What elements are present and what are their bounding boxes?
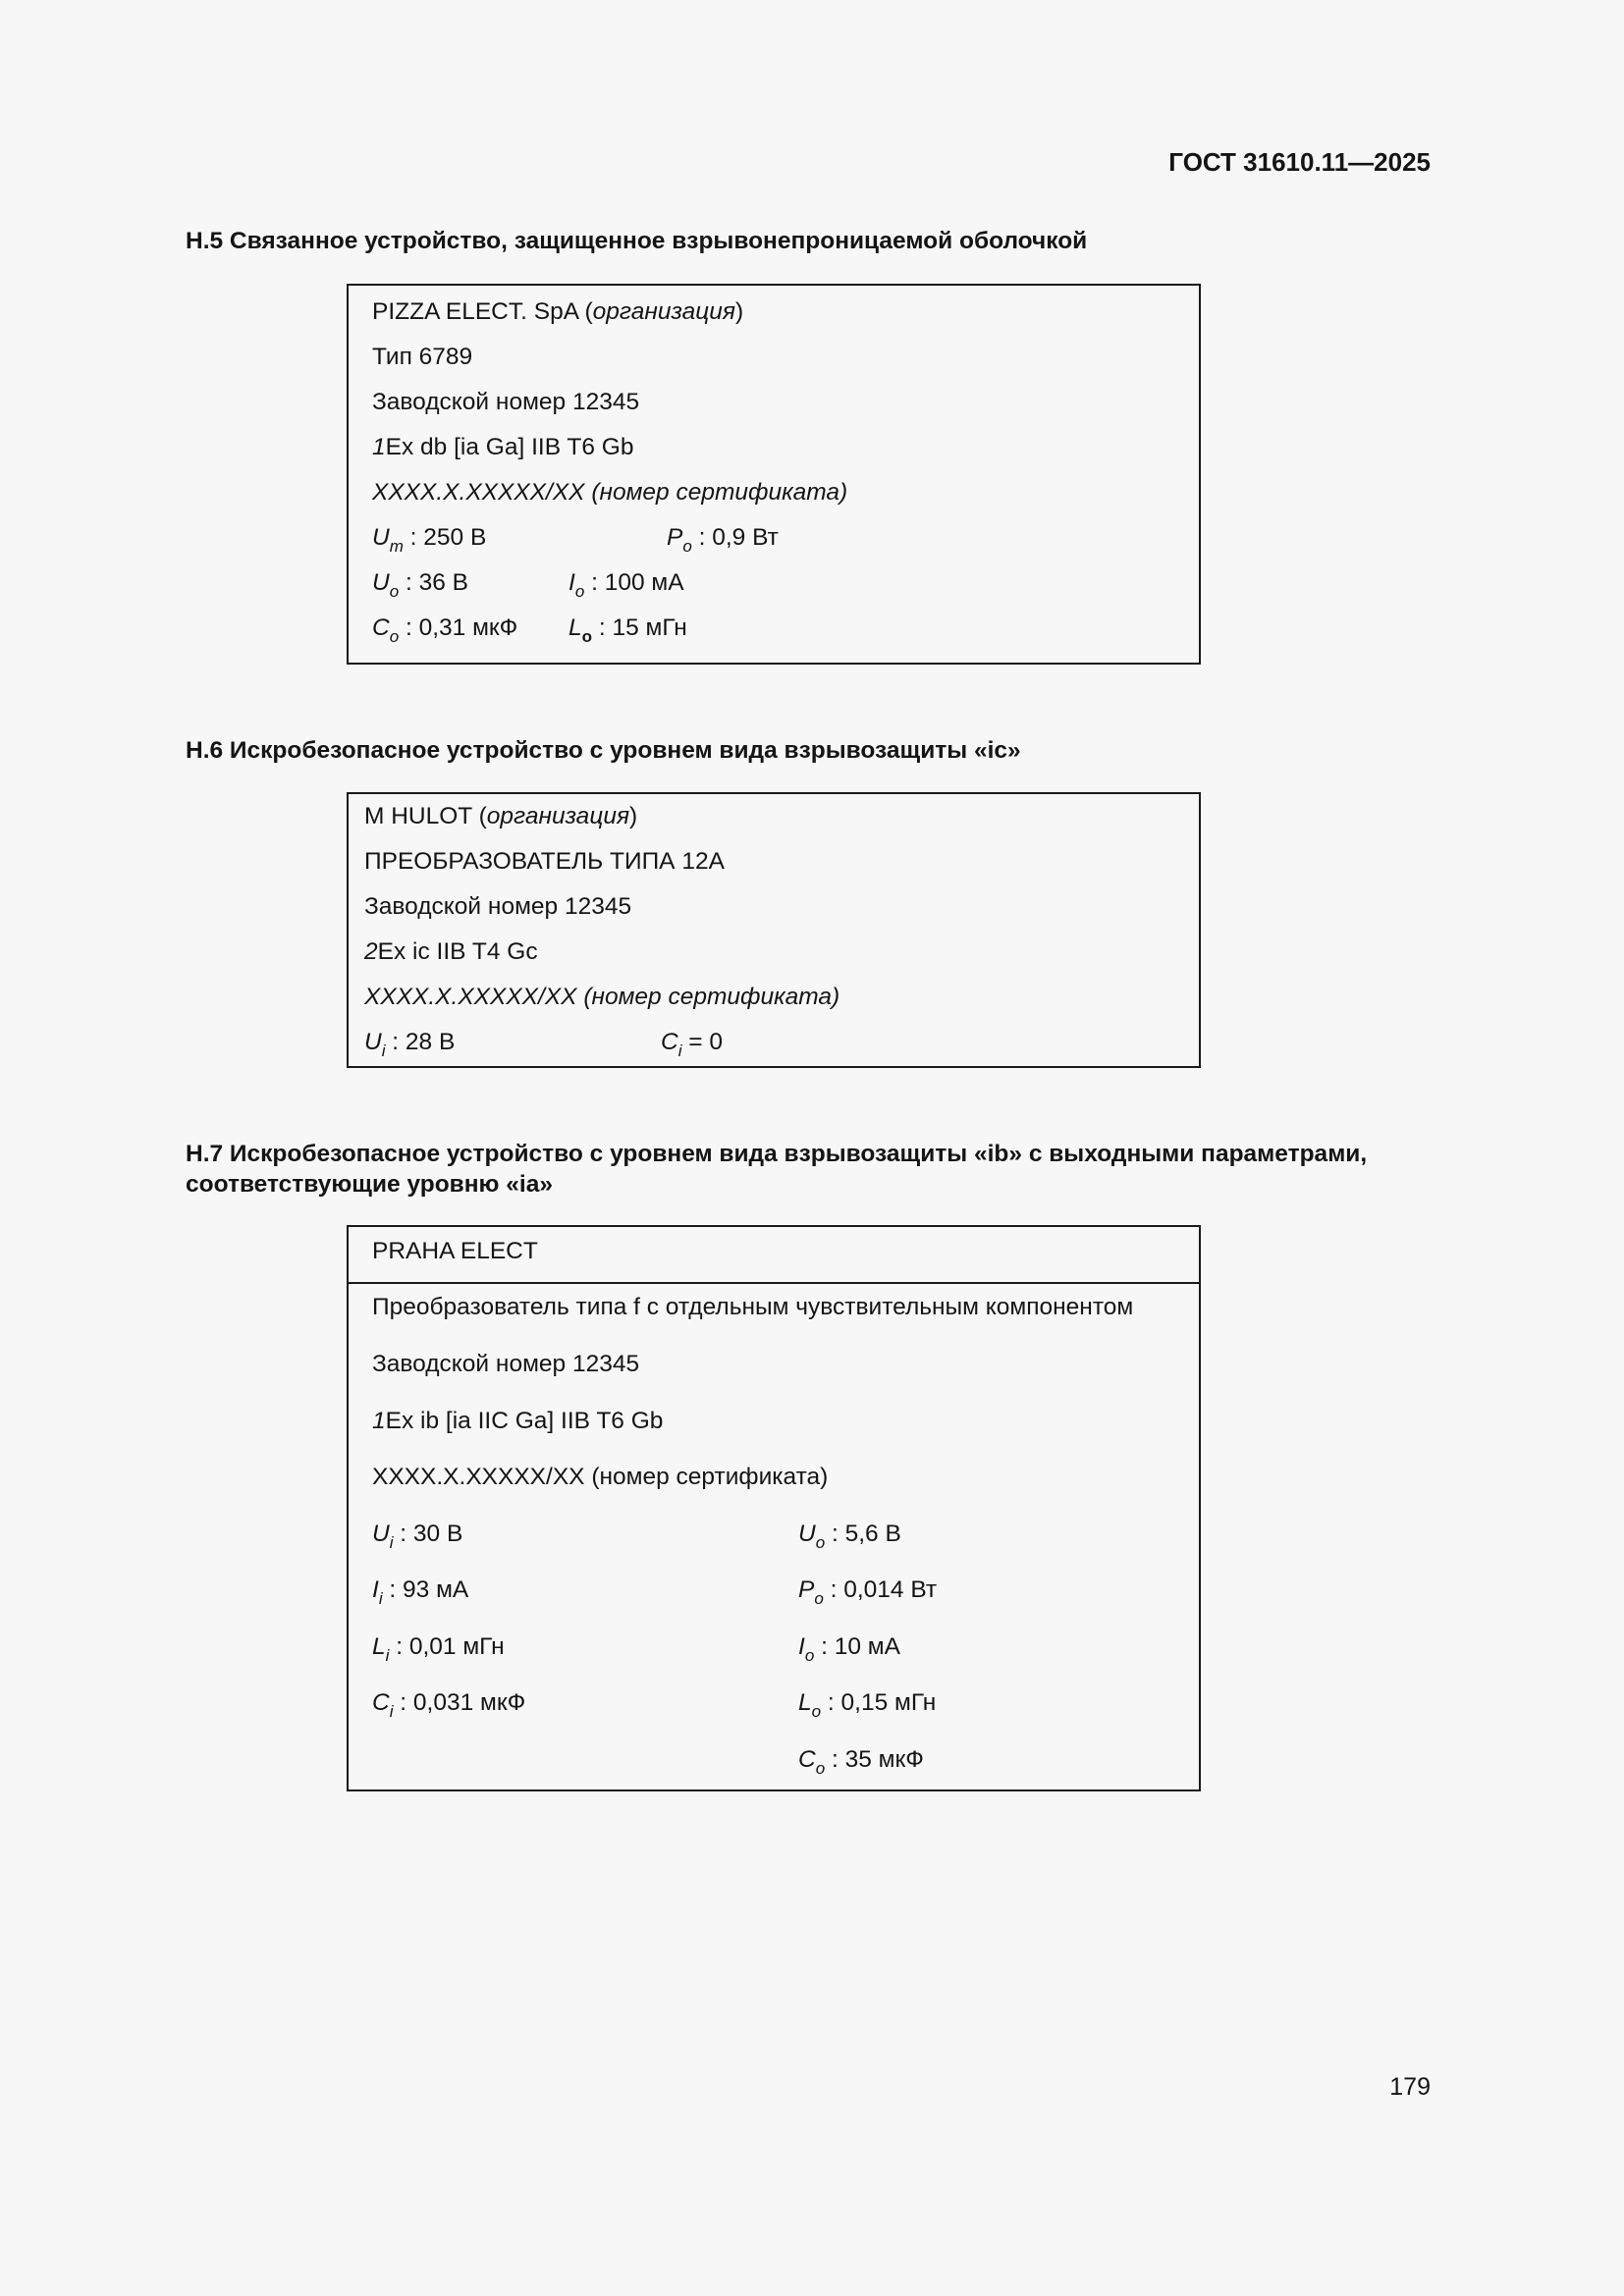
h7-param-uo: $U_o$ : 5,6 В bbox=[798, 1521, 901, 1552]
h5-param-io: $I_o$ : 100 мА bbox=[568, 569, 684, 601]
h7-ex-marking: 1Ex ib [ia IIC Ga] IIB T6 Gb bbox=[372, 1408, 664, 1434]
h7-param-po: $P_o$ : 0,014 Вт bbox=[798, 1576, 938, 1608]
h7-serial: Заводской номер 12345 bbox=[372, 1351, 640, 1377]
h5-param-po: $P_o$ : 0,9 Вт bbox=[667, 524, 779, 556]
h5-type: Тип 6789 bbox=[372, 344, 473, 370]
h7-heading-line1: Н.7 Искробезопасное устройство с уровнем вида взрывозащиты «ib» с выходными параметрами, bbox=[186, 1141, 1368, 1167]
section-h5-heading: Н.5 Связанное устройство, защищенное взрывонепроницаемой оболочкой bbox=[186, 228, 1088, 254]
marking-box-h7 bbox=[347, 1225, 1201, 1791]
document-code: ГОСТ 31610.11—2025 bbox=[1168, 147, 1431, 177]
h7-certificate: XXXX.X.XXXXX/XX (номер сертификата) bbox=[372, 1464, 829, 1490]
h7-manufacturer: PRAHA ELECT bbox=[372, 1238, 538, 1264]
h6-manufacturer: M HULOT (организация) bbox=[364, 803, 638, 829]
h6-param-ui: $U_i$ : 28 В bbox=[364, 1029, 456, 1060]
marking-box-h6 bbox=[347, 792, 1201, 1068]
h7-param-co: $C_o$ : 35 мкФ bbox=[798, 1746, 924, 1778]
h7-param-io: $I_o$ : 10 мА bbox=[798, 1633, 900, 1665]
h5-param-lo: $L_o$ : 15 мГн bbox=[568, 614, 687, 646]
h5-param-co: $C_o$ : 0,31 мкФ bbox=[372, 614, 518, 646]
h5-serial: Заводской номер 12345 bbox=[372, 389, 640, 415]
h6-type: ПРЕОБРАЗОВАТЕЛЬ ТИПА 12А bbox=[364, 848, 725, 875]
h6-param-ci: $C_i = 0$ bbox=[661, 1029, 724, 1060]
h5-manufacturer: PIZZA ELECT. SpA (организация) bbox=[372, 298, 744, 325]
page-number: 179 bbox=[1389, 2073, 1431, 2101]
h6-certificate: XXXX.X.XXXXX/XX (номер сертификата) bbox=[364, 984, 840, 1010]
h5-param-um: $U_m$ : 250 В bbox=[372, 524, 487, 556]
h5-certificate: XXXX.X.XXXXX/XX (номер сертификата) bbox=[372, 479, 848, 506]
h7-param-ii: $I_i$ : 93 мА bbox=[372, 1576, 469, 1608]
h7-param-ci: $C_i$ : 0,031 мкФ bbox=[372, 1689, 526, 1721]
h7-divider bbox=[349, 1282, 1199, 1284]
section-h6-heading: Н.6 Искробезопасное устройство с уровнем вида взрывозащиты «ic» bbox=[186, 737, 1021, 764]
h6-serial: Заводской номер 12345 bbox=[364, 893, 632, 920]
h5-ex-marking: 1Ex db [ia Ga] IIB T6 Gb bbox=[372, 434, 634, 460]
h7-param-lo: $L_o$ : 0,15 мГн bbox=[798, 1689, 937, 1721]
h6-ex-marking: 2Ex ic IIB T4 Gc bbox=[364, 938, 538, 965]
h7-param-ui: $U_i$ : 30 В bbox=[372, 1521, 463, 1552]
section-h7-heading bbox=[186, 1139, 1367, 1200]
h7-type: Преобразователь типа f с отдельным чувствительным компонентом bbox=[372, 1294, 1134, 1320]
h7-param-li: $L_i$ : 0,01 мГн bbox=[372, 1633, 505, 1665]
h7-heading-line2: соответствующие уровню «ia» bbox=[186, 1171, 553, 1198]
marking-box-h5 bbox=[347, 284, 1201, 665]
h5-param-uo: $U_o$ : 36 В bbox=[372, 569, 468, 601]
